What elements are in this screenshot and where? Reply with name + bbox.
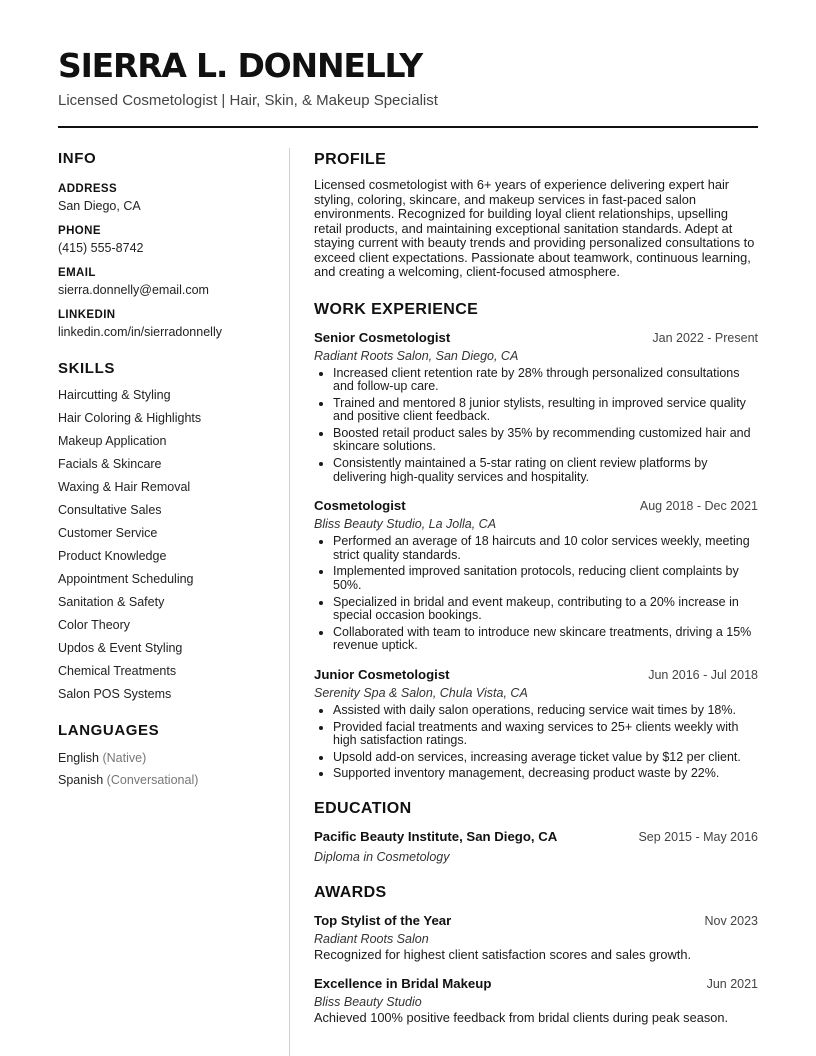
job-bullet: • Consistently maintained a 5-star rating on client review platforms by delivering high-quality services and hospitality. (333, 457, 758, 485)
award-title: Top Stylist of the Year (314, 912, 452, 928)
job-bullet: • Boosted retail product sales by 35% by recommending customized hair and skincare solutions. (333, 427, 758, 455)
award-date: Jun 2021 (706, 976, 758, 991)
award-org: Bliss Beauty Studio (314, 994, 422, 1009)
left-column (58, 150, 278, 795)
job-dates: Aug 2018 - Dec 2021 (639, 499, 758, 514)
languages-list (58, 751, 278, 788)
language-item (58, 773, 278, 788)
skill-item: Waxing & Hair Removal (58, 480, 191, 494)
language-level: (Native) (102, 751, 147, 765)
job-company: Bliss Beauty Studio, La Jolla, CA (314, 517, 497, 532)
info-label: LINKEDIN (58, 309, 116, 321)
info-value: sierra.donnelly@email.com (58, 283, 209, 297)
job-title: Junior Cosmetologist (314, 667, 450, 683)
job-bullets (314, 367, 758, 485)
header-divider (58, 126, 758, 128)
info-phone (58, 224, 278, 256)
job-bullet: • Collaborated with team to introduce new skincare treatments, driving a 15% revenue uptick. (333, 626, 758, 654)
skill-item: Salon POS Systems (58, 687, 172, 701)
job-title: Cosmetologist (314, 498, 406, 514)
skills-list (58, 388, 278, 702)
job-company: Radiant Roots Salon, San Diego, CA (314, 348, 519, 363)
profile-section-title: PROFILE (314, 151, 387, 168)
job-company: Serenity Spa & Salon, Chula Vista, CA (314, 686, 528, 701)
info-linkedin (58, 308, 278, 340)
skill-item: Hair Coloring & Highlights (58, 411, 202, 425)
job-bullet: • Trained and mentored 8 junior stylists, resulting in improved service quality and positive client feedback. (333, 397, 758, 425)
job-bullets (314, 535, 758, 653)
award-org: Radiant Roots Salon (314, 931, 429, 946)
award-title: Excellence in Bridal Makeup (314, 975, 492, 991)
skill-item: Customer Service (58, 526, 158, 540)
language-item (58, 751, 278, 766)
award-description: Recognized for highest client satisfaction scores and sales growth. (314, 946, 691, 962)
skills-section-title: SKILLS (58, 360, 115, 377)
candidate-name: SIERRA L. DONNELLY (58, 46, 422, 85)
language-name: Spanish (58, 773, 104, 787)
profile-summary: Licensed cosmetologist with 6+ years of experience delivering expert hair styling, coloring, skincare, and makeup services in fast-paced salon environments. Recognized for building loyal client relationships, upselling retail products, and maintaining exceptional sanitation standards. Adept at staying current with beauty trends and providing personalized consultations to exceed client expectations. Passionate about teamwork, continuous learning, and creating a welcoming, client-focused atmosphere. (314, 177, 755, 279)
job-entry (314, 667, 758, 780)
resume-header (58, 46, 758, 110)
awards-section-title: AWARDS (314, 883, 387, 901)
skill-item: Chemical Treatments (58, 664, 177, 678)
award-date: Nov 2023 (704, 913, 758, 928)
job-bullet: • Provided facial treatments and waxing services to 25+ clients weekly with high satisfaction ratings. (333, 721, 758, 749)
job-bullet: • Assisted with daily salon operations, reducing service wait times by 18%. (333, 704, 758, 718)
degree-name: Diploma in Cosmetology (314, 849, 450, 864)
education-entry (314, 829, 758, 865)
skill-item: Consultative Sales (58, 503, 162, 517)
info-label: PHONE (58, 225, 101, 237)
job-bullet: • Specialized in bridal and event makeup, contributing to a 20% increase in special occasion bookings. (333, 596, 758, 624)
skill-item: Haircutting & Styling (58, 388, 171, 402)
info-email (58, 266, 278, 298)
info-label: ADDRESS (58, 183, 118, 195)
right-column (314, 150, 758, 1025)
job-entry (314, 498, 758, 653)
column-divider (289, 148, 290, 1056)
info-value: San Diego, CA (58, 199, 141, 213)
job-bullets (314, 704, 758, 780)
info-address (58, 182, 278, 214)
school-name: Pacific Beauty Institute, San Diego, CA (314, 828, 558, 844)
education-section-title: EDUCATION (314, 799, 412, 817)
skill-item: Updos & Event Styling (58, 641, 183, 655)
job-bullet: • Increased client retention rate by 28% through personalized consultations and follow-up care. (333, 367, 758, 395)
experience-section-title: WORK EXPERIENCE (314, 300, 479, 318)
languages-section-title: LANGUAGES (58, 722, 160, 739)
info-section-title: INFO (58, 150, 97, 167)
award-entry (314, 976, 758, 1025)
language-level: (Conversational) (106, 773, 199, 787)
job-dates: Jun 2016 - Jul 2018 (648, 668, 758, 683)
job-title: Senior Cosmetologist (314, 329, 451, 345)
skill-item: Facials & Skincare (58, 457, 162, 471)
job-bullet: • Supported inventory management, decreasing product waste by 22%. (333, 767, 758, 781)
skill-item: Appointment Scheduling (58, 572, 194, 586)
education-dates: Sep 2015 - May 2016 (638, 829, 758, 844)
job-bullet: • Upsold add-on services, increasing average ticket value by $12 per client. (333, 751, 758, 765)
award-entry (314, 913, 758, 962)
skill-item: Color Theory (58, 618, 131, 632)
info-label: EMAIL (58, 267, 96, 279)
skill-item: Makeup Application (58, 434, 167, 448)
candidate-tagline: Licensed Cosmetologist | Hair, Skin, & Makeup Specialist (58, 92, 438, 109)
info-value: linkedin.com/in/sierradonnelly (58, 325, 222, 339)
skill-item: Sanitation & Safety (58, 595, 165, 609)
award-description: Achieved 100% positive feedback from bridal clients during peak season. (314, 1009, 729, 1025)
job-entry (314, 330, 758, 485)
skill-item: Product Knowledge (58, 549, 167, 563)
language-name: English (58, 751, 99, 765)
job-bullet: • Implemented improved sanitation protocols, reducing client complaints by 50%. (333, 565, 758, 593)
info-value: (415) 555-8742 (58, 241, 144, 255)
job-dates: Jan 2022 - Present (652, 330, 758, 345)
job-bullet: • Performed an average of 18 haircuts and 10 color services weekly, meeting strict quality standards. (333, 535, 758, 563)
